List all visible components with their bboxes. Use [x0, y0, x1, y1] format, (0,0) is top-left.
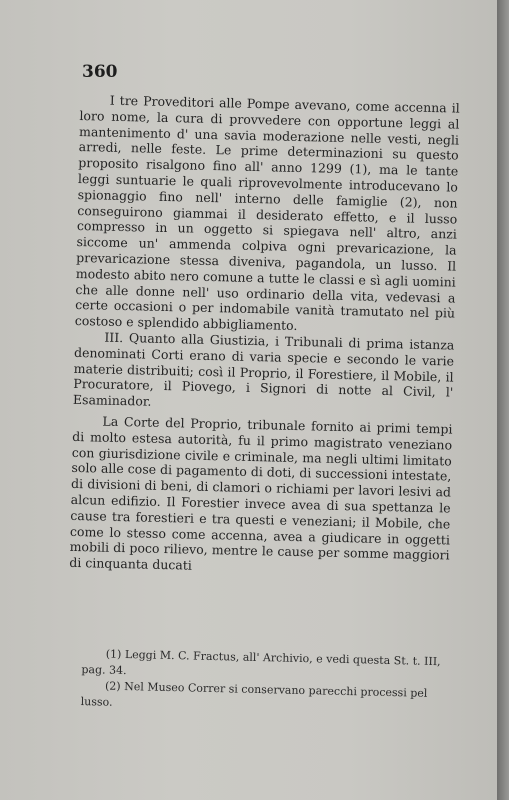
page-edge-shadow — [497, 0, 509, 800]
body-text — [69, 92, 460, 579]
page-number: 360 — [82, 62, 118, 82]
footnote-1: (1) Leggi M. C. Fractus, all' Archivio, e vedi questa St. t. III, pag. 34. — [81, 647, 441, 678]
paragraph-3: La Corte del Proprio, tribunale fornito ai primi tempi di molto estesa autorità, fu il primo magistrato veneziano con giurisdizione civile e criminale, ma negli ultimi limitato solo alle cose di pagamento di doti, di successioni intestate, di divisioni di beni, di clamori o richiami per lavori lesivi ad alcun edifizio. Il Forestier invece avea di sua spettanza le cause tra forestieri e tra questi e veneziani; il Mobile, che come lo stesso come accenna, avea a giudicare in oggetti mobili di poco rilievo, mentre le cause per somme maggiori di cinquanta ducati — [69, 413, 453, 573]
paragraph-1: I tre Proveditori alle Pompe avevano, come accenna il loro nome, la cura di provvedere con opportune leggi al mantenimento d' una savia moderazione nelle vesti, negli arredi, nelle feste. Le prime determinazioni su questo proposito risalgono fino all' anno 1299 (1), ma le tante leggi suntuarie le quali riprovevolmente introducevano lo spionaggio fino nell' interno delle famiglie (2), non conseguirono giammai il desiderato effetto, e il lusso compresso in un oggetto si spiegava nell' altro, anzi siccome un' ammenda colpiva ogni prevaricazione, la prevaricazione stessa diveniva, pagandola, un lusso. Il modesto abito nero comune a tutte le classi e sì agli uomini che alle donne nell' uso ordinario della vita, vedevasi a certe occasioni o per indomabile vanità tramutato nel più costoso e splendido abbigliamento. — [74, 92, 460, 334]
footnote-2: (2) Nel Museo Correr si conservano parecchi processi pel lusso. — [80, 679, 428, 709]
footnotes — [81, 646, 452, 718]
paragraph-2: III. Quanto alla Giustizia, i Tribunali di prima istanza denominati Corti erano di varia specie e secondo le varie materie distribuiti; così il Proprio, il Forestiere, il Mobile, il Procuratore, il Piovego, i Signori di notte al Civil, l' Esaminador. — [72, 329, 455, 409]
